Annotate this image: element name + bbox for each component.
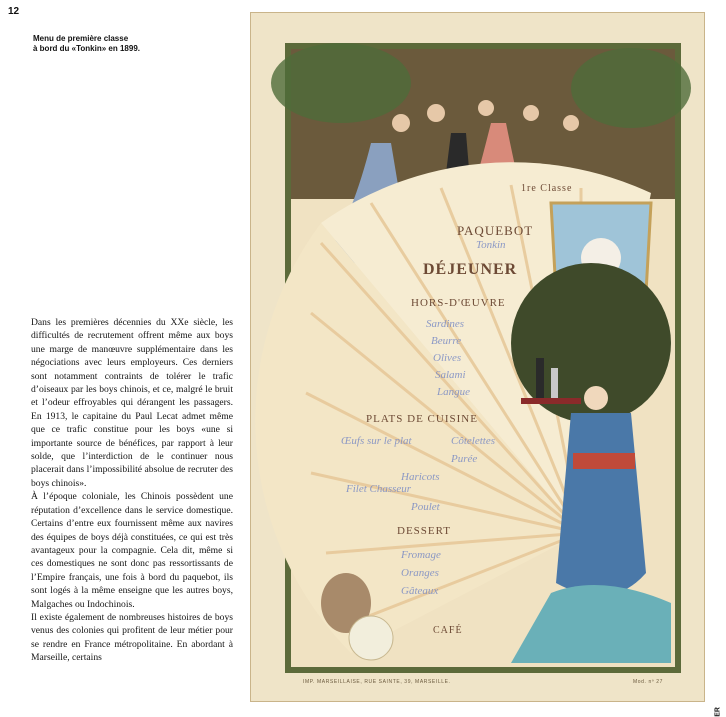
geisha-face — [584, 386, 608, 410]
menu-section-cafe: CAFÉ — [433, 625, 463, 636]
lantern — [349, 616, 393, 660]
handwritten-item: Beurre — [431, 335, 462, 347]
figure-caption — [33, 34, 193, 54]
dancer-head — [427, 104, 445, 122]
palm-left — [271, 43, 411, 123]
palm-right — [571, 48, 691, 128]
menu-section-plats: PLATS DE CUISINE — [366, 413, 478, 425]
menu-artwork — [251, 13, 705, 702]
dancer-head — [523, 105, 539, 121]
handwritten-item: Gâteaux — [401, 585, 439, 597]
handwritten-item: Haricots — [401, 471, 440, 483]
menu-illustration — [250, 12, 705, 702]
dancer-head — [392, 114, 410, 132]
caption-line-1: Menu de première classe — [33, 34, 129, 43]
menu-section-hors-doeuvre: HORS-D'ŒUVRE — [411, 297, 506, 309]
handwritten-item: Sardines — [426, 318, 465, 330]
handwritten-item: Purée — [451, 453, 478, 465]
handwritten-item: Salami — [435, 369, 466, 381]
handwritten-item: Poulet — [411, 501, 440, 513]
paragraph-3: Il existe également de nombreuses histoires de boys venus des colonies qui profitent de leur métier pour se rendre en France métropolitaine. En abordant à Marseille, certains — [31, 611, 233, 664]
paragraph-2: À l’époque coloniale, les Chinois possèdent une réputation d’excellence dans le service domestique. Certains d’entre eux fournissent même aux navires des équipes de boys déjà constituées, ce qui est très avantageux pour la compagnie. Cela dit, même si ces domestiques ne sont donc pas ressortissants de l’Empire français, une fois à bord du paquebot, ils sont logés à la même enseigne que les autres boys, Malgaches ou Indochinois. — [31, 491, 233, 610]
bottle — [536, 358, 544, 398]
printer-imprint — [303, 679, 663, 685]
dancer-head — [478, 100, 494, 116]
handwritten-item: Oranges — [401, 567, 439, 579]
geisha-obi — [573, 453, 635, 469]
handwritten-item: Fromage — [401, 549, 441, 561]
menu-class-label: 1re Classe — [521, 183, 573, 194]
printer-ref: Mod. nº 27 — [632, 679, 663, 685]
menu-paquebot-label: PAQUEBOT — [457, 223, 534, 238]
handwritten-item: Côtelettes — [451, 435, 495, 447]
menu-section-dessert: DESSERT — [397, 525, 452, 537]
page-side-mark: ER — [715, 707, 722, 717]
caption-line-2: à bord du «Tonkin» en 1899. — [33, 44, 140, 53]
glass — [551, 368, 558, 398]
dancer-head — [563, 115, 579, 131]
handwritten-item: Langue — [437, 386, 470, 398]
body-text — [31, 316, 233, 665]
handwritten-ship: Tonkin — [476, 239, 506, 251]
tray — [521, 398, 581, 404]
paragraph-1: Dans les premières décennies du XXe siècle, les difficultés de recrutement offrent même aux boys une marge de manœuvre supplémentaire dans les négociations avec leurs employeurs. Ces derniers sont notamment contraints de tolérer le trafic d’oiseaux par les boys chinois, et ce, malgré le bruit et l’odeur effroyables qui dérangent les passagers. En 1913, le capitaine du Paul Lecat admet même que ce trafic constitue pour les boys «une si importante source de bénéfices, par rapport à leur solde, que l’interdiction de le continuer nous placerait dans l’impossibilité absolue de recruter des boys chinois». — [31, 317, 233, 489]
handwritten-item: Olives — [433, 352, 462, 364]
printer-line: IMP. MARSEILLAISE, RUE SAINTE, 39, MARSEILLE. — [303, 679, 451, 685]
page-number: 12 — [8, 6, 20, 17]
geisha-kimono — [556, 413, 646, 596]
menu-meal-title: DÉJEUNER — [423, 261, 518, 278]
handwritten-item: Filet Chasseur — [346, 483, 412, 495]
handwritten-item: Œufs sur le plat — [341, 435, 412, 447]
